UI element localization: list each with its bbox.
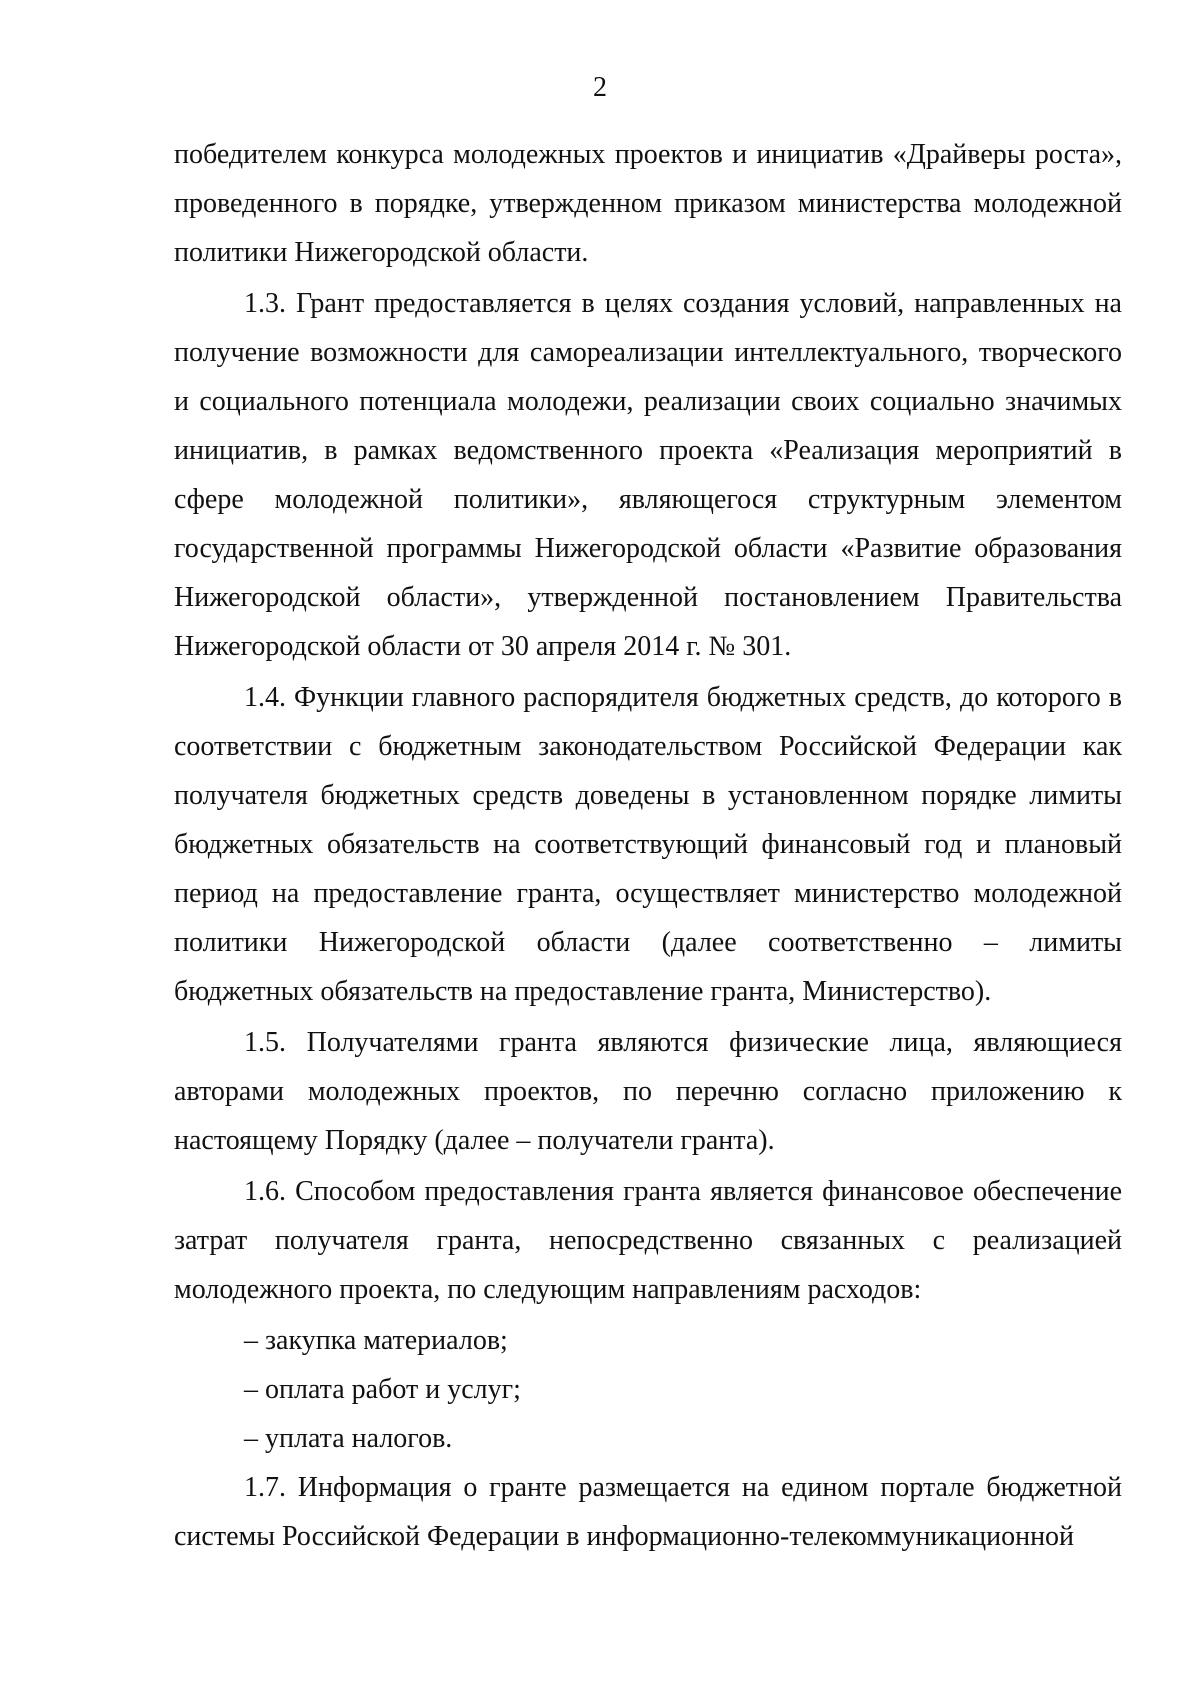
list-item: – закупка материалов;: [244, 1325, 508, 1356]
document-body: [174, 130, 1122, 1563]
paragraph-1-4: 1.4. Функции главного распорядителя бюджетных средств, до которого в соответствии с бюджетным законодательством Российской Федерации как получателя бюджетных средств доведены в установленном порядке лимиты бюджетных обязательств на соответствующий финансовый год и плановый период на предоставление гранта, осуществляет министерство молодежной политики Нижегородской области (далее соответственно – лимиты бюджетных обязательств на предоставление гранта, Министерство).: [174, 682, 1122, 1007]
paragraph-1-3: 1.3. Грант предоставляется в целях создания условий, направленных на получение возможности для самореализации интеллектуального, творческого и социального потенциала молодежи, реализации своих социально значимых инициатив, в рамках ведомственного проекта «Реализация мероприятий в сфере молодежной политики», являющегося структурным элементом государственной программы Нижегородской области «Развитие образования Нижегородской области», утвержденной постановлением Правительства Нижегородской области от 30 апреля 2014 г. № 301.: [174, 288, 1122, 662]
page-number: 2: [593, 72, 607, 103]
paragraph-continuation: победителем конкурса молодежных проектов и инициатив «Драйверы роста», проведенного в порядке, утвержденном приказом министерства молодежной политики Нижегородской области.: [174, 139, 1122, 268]
list-item: – оплата работ и услуг;: [244, 1374, 521, 1405]
list-item: – уплата налогов.: [244, 1423, 453, 1454]
paragraph-1-6: 1.6. Способом предоставления гранта является финансовое обеспечение затрат получателя гранта, непосредственно связанных с реализацией молодежного проекта, по следующим направлениям расходов:: [174, 1176, 1122, 1305]
paragraph-1-7: 1.7. Информация о гранте размещается на едином портале бюджетной системы Российской Федерации в информационно-телекоммуникационной: [174, 1472, 1122, 1552]
paragraph-1-5: 1.5. Получателями гранта являются физические лица, являющиеся авторами молодежных проектов, по перечню согласно приложению к настоящему Порядку (далее – получатели гранта).: [174, 1027, 1122, 1156]
